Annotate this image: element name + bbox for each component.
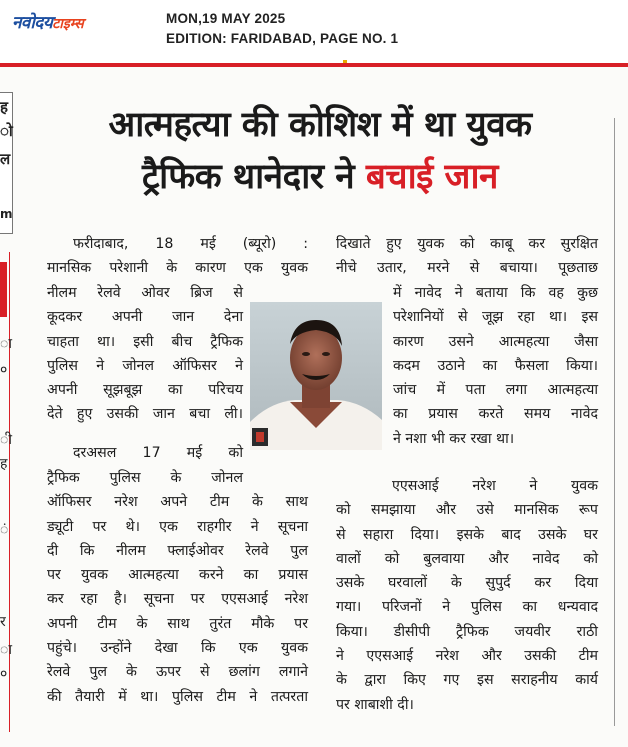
article-col1-bottom <box>47 466 308 709</box>
left-fragment: ह <box>0 456 8 472</box>
left-fragment: ो <box>0 122 13 140</box>
article-col2-wrap <box>393 281 598 451</box>
right-column-rule <box>614 118 615 726</box>
left-fragment: ० <box>0 666 8 682</box>
text-line: में नावेद ने बताया कि वह कुछ <box>393 285 598 301</box>
headline-line-2 <box>30 151 610 203</box>
text-line: दिखाते हुए युवक को काबू कर सुरक्षित <box>336 236 598 252</box>
headline-highlight: बचाई जान <box>365 157 498 197</box>
text-line: पुलिस ने जोनल ऑफिसर ने <box>47 357 243 374</box>
text-line: एएसआई नरेश ने युवक <box>392 478 598 494</box>
left-fragment: ह <box>0 98 8 116</box>
text-line: ट्रैफिक पुलिस के जोनल <box>47 470 243 486</box>
article-col2-bottom <box>336 474 598 717</box>
text-line: पर युवक आत्महत्या करने का प्रयास <box>47 567 308 584</box>
left-fragment: ं <box>0 522 9 538</box>
edition-header <box>0 0 628 66</box>
text-line: गया। परिजनों ने पुलिस का धन्यवाद <box>336 599 598 616</box>
article-col1-wrap <box>47 281 243 427</box>
edition-info: EDITION: FARIDABAD, PAGE NO. 1 <box>166 31 399 46</box>
text-line: का प्रयास करते समय नावेद <box>393 406 598 423</box>
article-col1-top <box>47 232 308 281</box>
text-line: कूदकर अपनी जान देना <box>47 309 243 326</box>
text-line: रेलवे पुल के ऊपर से छलांग लगाने <box>47 664 308 681</box>
text-line: मानसिक परेशानी के कारण एक युवक <box>47 260 308 277</box>
left-fragment: ल <box>0 150 11 168</box>
text-line: देते हुए उसकी जान बचा ली। <box>47 406 243 423</box>
left-neighbor-column <box>0 252 10 732</box>
text-line: कारण उसने आत्महत्या जैसा <box>393 333 598 350</box>
text-line: ने एएसआई नरेश और उसकी टीम <box>336 648 598 665</box>
text-line: फरीदाबाद, 18 मई (ब्यूरो) : <box>73 236 308 252</box>
article-headline <box>30 99 610 203</box>
text-line: नीचे उतार, मरने से बचाया। पूछताछ <box>336 260 598 277</box>
headline-line-1: आत्महत्या की कोशिश में था युवक <box>108 105 532 145</box>
text-line: के द्वारा किए गए इस सराहनीय कार्य <box>336 672 598 689</box>
logo-sub-text: टाइम्स <box>52 16 84 32</box>
headline-line-2-text: ट्रैफिक थानेदार ने <box>142 157 366 197</box>
text-line: किया। डीसीपी ट्रैफिक जयवीर राठी <box>336 623 598 640</box>
edition-meta <box>166 9 398 49</box>
text-line: को समझाया और उसे मानसिक रूप <box>336 502 598 519</box>
left-fragment: ी <box>0 432 12 448</box>
left-fragment: ा <box>0 642 12 658</box>
text-line: जांच में पता लगा आत्महत्या <box>393 382 598 399</box>
text-line: परेशानियों से जूझ रहा था। इस <box>393 309 598 326</box>
text-line: पर शाबाशी दी। <box>336 696 414 713</box>
text-line: दरअसल 17 मई को <box>73 445 243 461</box>
left-neighbor-box <box>0 92 13 234</box>
logo-main-text: नवोदय <box>12 13 53 33</box>
left-fragment: ० <box>0 362 8 378</box>
text-line: दी कि नीलम फ्लाईओवर रेलवे पुल <box>47 542 308 559</box>
article-photo <box>250 302 382 450</box>
text-line: वालों को बुलवाया और नावेद को <box>336 550 598 567</box>
officer-portrait-image <box>250 302 382 450</box>
left-fragment: ा <box>0 336 12 352</box>
text-line: ऑफिसर नरेश अपने टीम के साथ <box>47 494 308 511</box>
text-line: चाहता था। इसी बीच ट्रैफिक <box>47 333 243 350</box>
text-line: की तैयारी में था। पुलिस टीम ने तत्परता <box>47 688 308 705</box>
text-line: ड्यूटी पर थे। एक राहगीर ने सूचना <box>47 518 308 535</box>
newspaper-logo[interactable] <box>12 10 84 33</box>
text-line: नीलम रेलवे ओवर ब्रिज से <box>47 285 243 301</box>
text-line: ने नशा भी कर रखा था। <box>393 430 515 447</box>
edition-date: MON,19 MAY 2025 <box>166 11 286 26</box>
text-line: अपनी सूझबूझ का परिचय <box>47 382 243 399</box>
text-line: कदम उठाने का फैसला किया। <box>393 357 598 374</box>
text-line: उसके घरवालों के सुपुर्द कर दिया <box>336 575 598 592</box>
article-col2-top <box>336 232 598 281</box>
article-col1-para2-start <box>47 441 243 465</box>
text-line: से सहारा दिया। इसके बाद उसके घर <box>336 526 598 543</box>
left-fragment: m <box>0 207 13 221</box>
text-line: अपनी टीम के साथ तुरंत मौके पर <box>47 615 308 632</box>
text-line: कर रहा है। सूचना पर एएसआई नरेश <box>47 591 308 608</box>
left-fragment: र <box>0 614 6 630</box>
text-line: पहुंचे। उन्होंने देखा कि एक युवक <box>47 640 308 657</box>
